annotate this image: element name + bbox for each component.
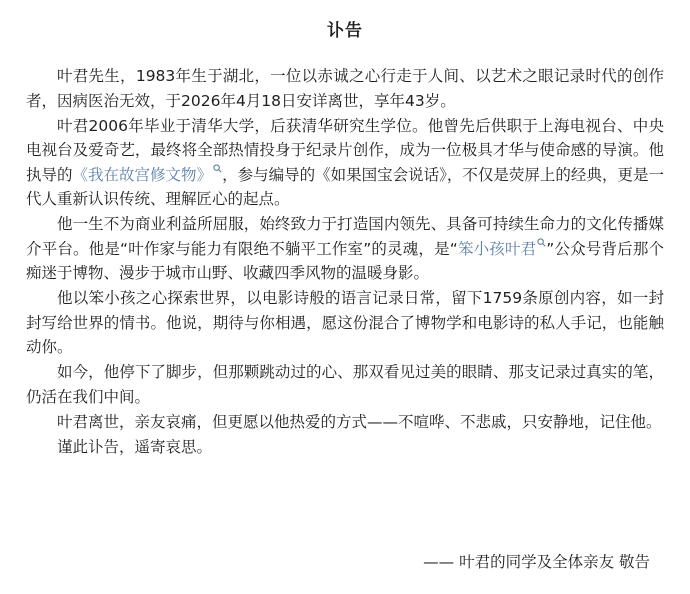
- paragraph-memory: 如今，他停下了脚步，但那颗跳动过的心、那双看见过美的眼睛、那支记录过真实的笔，仍活在我们中间。: [26, 363, 664, 406]
- paragraph-remembrance: 叶君离世，亲友哀痛，但更愿以他热爱的方式——不喧哗、不悲戚，只安静地，记住他。: [57, 412, 662, 431]
- paragraph-intro: 叶君先生，1983年生于湖北，一位以赤诚之心行走于人间、以艺术之眼记录时代的创作者，因病医治无效，于2026年4月18日安详离世，享年43岁。: [26, 67, 664, 110]
- paragraph-works: 他以笨小孩之心探索世界，以电影诗般的语言记录日常，留下1759条原创内容，如一封封写给世界的情书。他说，期待与你相遇，愿这份混合了博物学和电影诗的私人手记，也能触动你。: [26, 289, 664, 356]
- account-link[interactable]: [458, 240, 547, 258]
- documentary-link[interactable]: [73, 166, 223, 184]
- search-icon: [213, 164, 222, 173]
- documentary-link-label: 《我在故宫修文物》: [72, 165, 213, 184]
- paragraph-career-text-a: 叶君2006年毕业于清华大学，后获清华研究生学位。他曾先后供职于上海电视台、中央电视台及爱奇艺，最终将全部热情投身于纪录片创作，成为一位极具才华与使命感的导演。他执导的: [26, 116, 664, 184]
- paragraph-mission-text-a: 他一生不为商业利益所屈服，始终致力于打造国内领先、具备可持续生命力的文化传播媒介平台。他是“叶作家与能力有限绝不躺平工作室”的灵魂，是“: [26, 215, 664, 258]
- page-title: 讣告: [327, 21, 363, 41]
- account-link-label: 笨小孩叶君: [457, 239, 537, 258]
- paragraph-career: [26, 114, 664, 213]
- search-icon: [537, 238, 546, 247]
- paragraph-closing: 谨此讣告，遥寄哀思。: [57, 437, 213, 456]
- paragraph-mission: [26, 212, 664, 286]
- paragraph-career-text-b: ，参与编导的《如果国宝会说话》，不仅是荧屏上的经典，更是一代人重新认识传统、理解匠心的起点。: [26, 165, 664, 208]
- paragraph-mission-text-b: ”公众号背后那个痴迷于博物、漫步于城市山野、收藏四季风物的温暖身影。: [26, 239, 664, 282]
- signature: —— 叶君的同学及全体亲友 敬告: [423, 553, 650, 571]
